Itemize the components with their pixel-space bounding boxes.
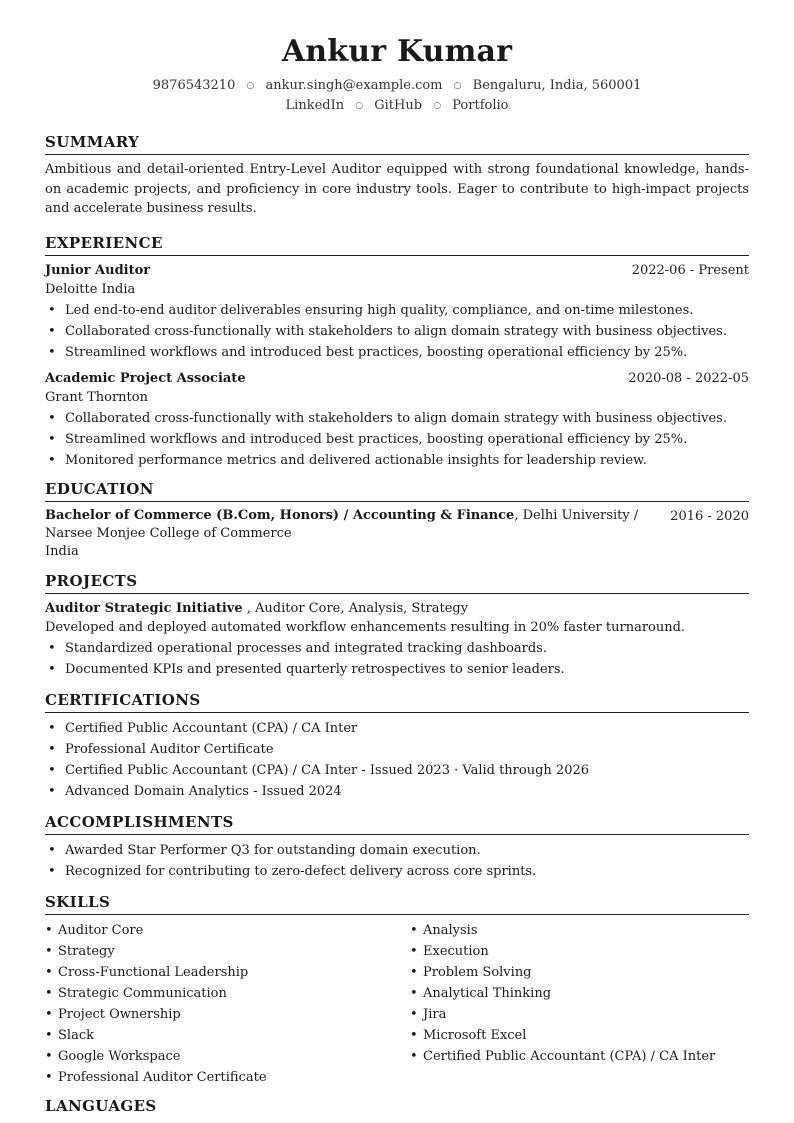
institution: , Delhi University / Narsee Monjee College of Commerce <box>45 507 639 541</box>
section-title: SKILLS <box>45 892 749 915</box>
job-bullets <box>45 300 749 363</box>
list-item: • Execution <box>423 941 749 962</box>
list-item: • Documented KPIs and presented quarterly retrospectives to senior leaders. <box>65 659 749 680</box>
list-item: • Slack <box>58 1025 410 1046</box>
section-title: EXPERIENCE <box>45 233 749 256</box>
contact-line <box>45 76 749 96</box>
languages-section <box>45 1096 749 1118</box>
section-title: PROJECTS <box>45 571 749 594</box>
phone-number: 9876543210 <box>152 78 236 93</box>
skills-list-left <box>45 920 410 1088</box>
candidate-name: Ankur Kumar <box>281 34 513 69</box>
list-item: • Cross-Functional Leadership <box>58 962 410 983</box>
github-link[interactable]: GitHub <box>374 98 423 113</box>
list-item: • Project Ownership <box>58 1004 410 1025</box>
list-item: • Streamlined workflows and introduced best practices, boosting operational efficiency by 25%. <box>65 429 749 450</box>
certifications-list <box>45 718 749 802</box>
project-tags: , Auditor Core, Analysis, Strategy <box>242 600 469 616</box>
list-item: • Recognized for contributing to zero-defect delivery across core sprints. <box>65 861 749 882</box>
location: Bengaluru, India, 560001 <box>472 78 642 93</box>
email-link[interactable]: ankur.singh@example.com <box>265 78 443 93</box>
list-item: • Microsoft Excel <box>423 1025 749 1046</box>
list-item: • Streamlined workflows and introduced best practices, boosting operational efficiency by 25%. <box>65 342 749 363</box>
education-country: India <box>45 543 79 559</box>
separator-icon: ○ <box>355 101 364 111</box>
list-item: • Certified Public Accountant (CPA) / CA Inter - Issued 2023 · Valid through 2026 <box>65 760 749 781</box>
list-item: • Advanced Domain Analytics - Issued 2024 <box>65 781 749 802</box>
linkedin-link[interactable]: LinkedIn <box>285 98 345 113</box>
list-item: • Led end-to-end auditor deliverables ensuring high quality, compliance, and on-time milestones. <box>65 300 749 321</box>
list-item: • Strategy <box>58 941 410 962</box>
list-item: • Auditor Core <box>58 920 410 941</box>
list-item: • Monitored performance metrics and delivered actionable insights for leadership review. <box>65 450 749 471</box>
degree: Bachelor of Commerce (B.Com, Honors) / Accounting & Finance <box>45 507 515 523</box>
job-title: Academic Project Associate <box>45 370 246 386</box>
resume-header <box>45 34 749 116</box>
section-title: ACCOMPLISHMENTS <box>45 812 749 835</box>
employer: Deloitte India <box>45 281 136 297</box>
list-item: • Collaborated cross-functionally with stakeholders to align domain strategy with business objectives. <box>65 321 749 342</box>
job-title: Junior Auditor <box>45 262 151 278</box>
list-item: • Awarded Star Performer Q3 for outstanding domain execution. <box>65 840 749 861</box>
project-description: Developed and deployed automated workflow enhancements resulting in 20% faster turnaround. <box>45 619 686 635</box>
list-item: • Certified Public Accountant (CPA) / CA Inter <box>65 718 749 739</box>
separator-icon: ○ <box>246 81 255 91</box>
list-item: • Collaborated cross-functionally with stakeholders to align domain strategy with business objectives. <box>65 408 749 429</box>
list-item: • Standardized operational processes and integrated tracking dashboards. <box>65 638 749 659</box>
job-dates: 2022-06 - Present <box>631 262 749 278</box>
project-name: Auditor Strategic Initiative <box>45 600 243 616</box>
list-item: • Problem Solving <box>423 962 749 983</box>
accomplishments-list <box>45 840 749 882</box>
projects-section <box>45 571 749 680</box>
separator-icon: ○ <box>433 101 442 111</box>
section-title: SUMMARY <box>45 132 749 155</box>
portfolio-link[interactable]: Portfolio <box>452 98 509 113</box>
project-bullets <box>45 638 749 680</box>
separator-icon: ○ <box>453 81 462 91</box>
list-item: • Professional Auditor Certificate <box>58 1067 410 1088</box>
list-item: • Analysis <box>423 920 749 941</box>
job-dates: 2020-08 - 2022-05 <box>628 370 749 386</box>
skills-section <box>45 892 749 1088</box>
summary-text: Ambitious and detail-oriented Entry-Level Auditor equipped with strong foundational knowledge, hands-on academic projects, and proficiency in core industry tools. Eager to contribute to high-impact projects and accelerate business results. <box>45 162 749 216</box>
education-section <box>45 479 749 561</box>
list-item: • Professional Auditor Certificate <box>65 739 749 760</box>
skills-list-right <box>410 920 749 1088</box>
employer: Grant Thornton <box>45 389 148 405</box>
links-line <box>45 96 749 116</box>
summary-section <box>45 132 749 219</box>
accomplishments-section <box>45 812 749 882</box>
experience-entry <box>45 261 749 363</box>
experience-section <box>45 233 749 471</box>
education-dates: 2016 - 2020 <box>670 508 749 524</box>
list-item: • Certified Public Accountant (CPA) / CA Inter <box>423 1046 749 1067</box>
section-title: CERTIFICATIONS <box>45 690 749 713</box>
list-item: • Google Workspace <box>58 1046 410 1067</box>
section-title: EDUCATION <box>45 479 749 502</box>
section-title: LANGUAGES <box>45 1096 157 1115</box>
skills-grid <box>45 920 749 1088</box>
certifications-section <box>45 690 749 802</box>
list-item: • Analytical Thinking <box>423 983 749 1004</box>
experience-entry <box>45 369 749 471</box>
job-bullets <box>45 408 749 471</box>
list-item: • Strategic Communication <box>58 983 410 1004</box>
list-item: • Jira <box>423 1004 749 1025</box>
